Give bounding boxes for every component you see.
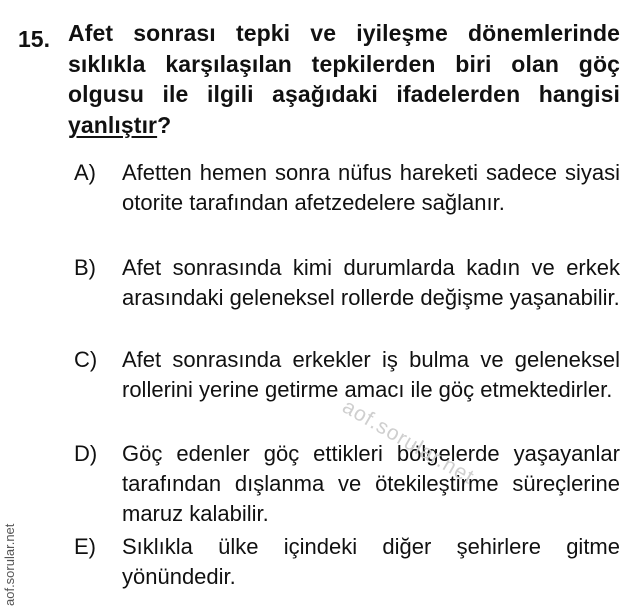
option-text: Sıklıkla ülke içindeki diğer şehirlere gitme yönündedir.: [122, 534, 620, 589]
option-text: Afetten hemen sonra nüfus hareketi sadece siyasi otorite tarafından afetzedelere sağlanır.: [122, 160, 620, 215]
option-letter: E): [74, 534, 96, 559]
option-letter: C): [74, 347, 98, 372]
watermark-side: aof.sorular.net: [2, 523, 17, 606]
question-stem-emphasis: yanlıştır: [68, 111, 158, 138]
option-letter: D): [74, 441, 98, 466]
option-letter: A): [74, 160, 96, 185]
option-d[interactable]: [68, 439, 620, 529]
option-c[interactable]: [68, 345, 620, 435]
option-text: Afet sonrasında kimi durumlarda kadın ve erkek arasındaki geleneksel rollerde değişme yaşanabilir.: [122, 255, 620, 310]
option-text: Göç edenler göç ettikleri bölgelerde yaşayanlar tarafından dışlanma ve ötekileştirme süreçlerine maruz kalabilir.: [122, 441, 620, 526]
option-letter: B): [74, 255, 96, 280]
question-stem-mark: ?: [157, 111, 172, 138]
question-number: 15.: [18, 26, 50, 52]
option-a[interactable]: [68, 158, 620, 248]
option-e[interactable]: [68, 532, 620, 592]
option-text: Afet sonrasında erkekler iş bulma ve geleneksel rollerini yerine getirme amacı ile göç etmektedirler.: [122, 347, 620, 402]
option-b[interactable]: [68, 253, 620, 343]
watermark-center: aof.sorular.net: [338, 395, 479, 489]
question-stem: [68, 18, 620, 140]
question-stem-text: Afet sonrası tepki ve iyileşme dönemlerinde sıklıkla karşılaşılan tepkilerden biri olan göç olgusu ile ilgili aşağıdaki ifadelerden hangisi: [68, 20, 620, 107]
